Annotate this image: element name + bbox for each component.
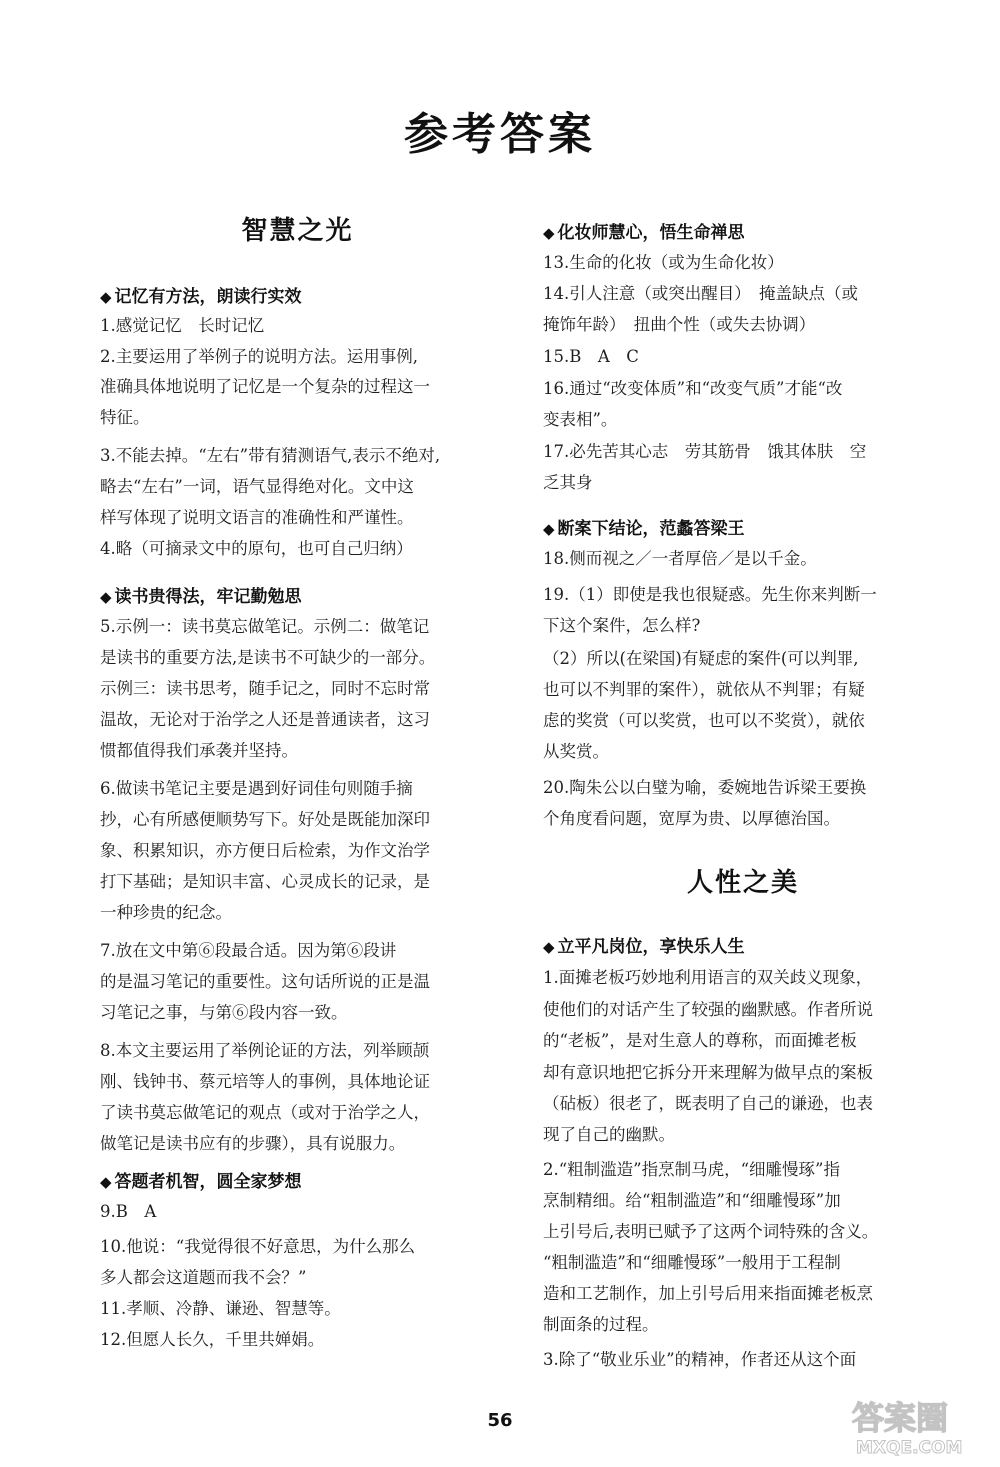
answer-line: 惯都值得我们承袭并坚持。 <box>100 741 298 760</box>
answer-line: 下这个案件，怎么样? <box>543 616 701 635</box>
subhead-text: 断案下结论，范蠡答梁王 <box>557 519 745 539</box>
answer-line: 造和工艺制作，加上引号后用来指面摊老板烹 <box>543 1284 873 1303</box>
answer-line: 11.孝顺、冷静、谦逊、智慧等。 <box>100 1299 341 1318</box>
subhead <box>100 282 302 307</box>
answer-line: 一种珍贵的纪念。 <box>100 903 232 922</box>
answer-line: 略去“左右”一词，语气显得绝对化。文中这 <box>100 477 414 496</box>
answer-line: 14.引人注意（或突出醒目） 掩盖缺点（或 <box>543 284 858 303</box>
answer-line: 现了自己的幽默。 <box>543 1125 675 1144</box>
answer-line: 7.放在文中第⑥段最合适。因为第⑥段讲 <box>100 941 397 960</box>
answer-line: 13.生命的化妆（或为生命化妆） <box>543 253 784 272</box>
answer-line: 17.必先苦其心志 劳其筋骨 饿其体肤 空 <box>543 442 867 461</box>
answer-line: 打下基础；是知识丰富、心灵成长的记录，是 <box>100 872 430 891</box>
answer-line: 象、积累知识，亦方便日后检索，为作文治学 <box>100 841 430 860</box>
diamond-bullet-icon: ◆ <box>100 588 112 606</box>
answer-line: 的是温习笔记的重要性。这句话所说的正是温 <box>100 972 430 991</box>
answer-line: 1.感觉记忆 长时记忆 <box>100 316 265 335</box>
answer-line: 也可以不判罪的案件），就依从不判罪；有疑 <box>543 680 865 699</box>
section-title-humanity: 人性之美 <box>686 868 799 898</box>
subhead-text: 答题者机智，圆全家梦想 <box>114 1172 302 1192</box>
subhead-text: 立平凡岗位，享快乐人生 <box>557 937 745 957</box>
answer-line: 8.本文主要运用了举例论证的方法，列举顾颉 <box>100 1041 430 1060</box>
answer-line: 19.（1）即使是我也很疑惑。先生你来判断一 <box>543 585 877 604</box>
answer-line: 变表相”。 <box>543 410 618 429</box>
subhead-text: 记忆有方法，朗读行实效 <box>114 287 302 307</box>
subhead <box>543 514 745 539</box>
answer-line: 却有意识地把它拆分开来理解为做早点的案板 <box>543 1063 873 1082</box>
subhead-text: 化妆师慧心，悟生命禅思 <box>557 223 745 243</box>
page-number: 56 <box>487 1410 513 1431</box>
answer-line: “粗制滥造”和“细雕慢琢”一般用于工程制 <box>543 1253 841 1272</box>
answer-line: 4.略（可摘录文中的原句，也可自己归纳） <box>100 539 413 558</box>
answer-line: （2）所以(在梁国)有疑虑的案件(可以判罪, <box>543 649 859 668</box>
diamond-bullet-icon: ◆ <box>543 224 555 242</box>
answer-line: 烹制精细。给“粗制滥造”和“细雕慢琢”加 <box>543 1191 841 1210</box>
answer-line: 5.示例一：读书莫忘做笔记。示例二：做笔记 <box>100 617 430 636</box>
answer-line: 15.B A C <box>543 347 639 366</box>
answer-line: 准确具体地说明了记忆是一个复杂的过程这一 <box>100 377 430 396</box>
svg-text:答案圈: 答案圈 <box>852 1399 949 1437</box>
answer-line: 10.他说：“我觉得很不好意思，为什么那么 <box>100 1237 416 1256</box>
answer-line: 从奖赏。 <box>543 742 609 761</box>
answer-line: 9.B A <box>100 1202 157 1221</box>
answer-line: 温故，无论对于治学之人还是普通读者，这习 <box>100 710 430 729</box>
answer-line: 乏其身 <box>543 473 593 492</box>
answer-line: 特征。 <box>100 408 150 427</box>
answer-line: 3.不能去掉。“左右”带有猜测语气,表示不绝对, <box>100 446 441 465</box>
subhead <box>543 932 745 957</box>
answer-line: 了读书莫忘做笔记的观点（或对于治学之人， <box>100 1103 430 1122</box>
answer-line: 的“老板”，是对生意人的尊称，而面摊老板 <box>543 1031 857 1050</box>
answer-line: 掩饰年龄） 扭曲个性（或失去协调） <box>543 315 816 334</box>
answer-line: 18.侧而视之／一者厚倍／是以千金。 <box>543 549 817 568</box>
answer-line: 个角度看问题，宽厚为贵、以厚德治国。 <box>543 809 840 828</box>
diamond-bullet-icon: ◆ <box>100 288 112 306</box>
watermark-logo <box>848 1395 978 1457</box>
page-title: 参考答案 <box>404 109 596 160</box>
answer-line: 示例三：读书思考，随手记之，同时不忘时常 <box>100 679 430 698</box>
answer-line: 3.除了“敬业乐业”的精神，作者还从这个面 <box>543 1350 857 1369</box>
subhead <box>543 218 745 243</box>
answer-line: 是读书的重要方法,是读书不可缺少的一部分。 <box>100 648 436 667</box>
answer-line: 虑的奖赏（可以奖赏，也可以不奖赏），就依 <box>543 711 865 730</box>
answer-line: 12.但愿人长久，千里共婵娟。 <box>100 1330 325 1349</box>
answer-line: 样写体现了说明文语言的准确性和严谨性。 <box>100 508 414 527</box>
answer-line: 2.主要运用了举例子的说明方法。运用事例, <box>100 347 418 366</box>
answer-line: 2.“粗制滥造”指烹制马虎，“细雕慢琢”指 <box>543 1160 840 1179</box>
answer-line: （砧板）很老了，既表明了自己的谦逊，也表 <box>543 1094 873 1113</box>
answer-line: 多人都会这道题而我不会？” <box>100 1268 307 1287</box>
answer-line: 制面条的过程。 <box>543 1315 659 1334</box>
answer-line: 习笔记之事，与第⑥段内容一致。 <box>100 1003 348 1022</box>
answer-line: 抄，心有所感便顺势写下。好处是既能加深印 <box>100 810 430 829</box>
answer-line: 上引号后,表明已赋予了这两个词特殊的含义。 <box>543 1222 879 1241</box>
diamond-bullet-icon: ◆ <box>543 938 555 956</box>
answer-line: 6.做读书笔记主要是遇到好词佳句则随手摘 <box>100 779 413 798</box>
watermark-logo-icon <box>848 1395 978 1457</box>
subhead-text: 读书贵得法，牢记勤勉思 <box>114 587 302 607</box>
answer-line: 做笔记是读书应有的步骤），具有说服力。 <box>100 1134 406 1153</box>
answer-line: 刚、钱钟书、蔡元培等人的事例，具体地论证 <box>100 1072 430 1091</box>
diamond-bullet-icon: ◆ <box>543 520 555 538</box>
subhead <box>100 582 302 607</box>
answer-line: 20.陶朱公以白璧为喻，委婉地告诉梁王要换 <box>543 778 867 797</box>
subhead <box>100 1167 302 1192</box>
answer-line: 使他们的对话产生了较强的幽默感。作者所说 <box>543 1000 873 1019</box>
answer-line: 16.通过“改变体质”和“改变气质”才能“改 <box>543 379 843 398</box>
answer-line: 1.面摊老板巧妙地利用语言的双关歧义现象， <box>543 968 873 987</box>
diamond-bullet-icon: ◆ <box>100 1173 112 1191</box>
svg-text:MXQE.COM: MXQE.COM <box>856 1438 963 1457</box>
section-title-wisdom: 智慧之光 <box>241 216 354 246</box>
